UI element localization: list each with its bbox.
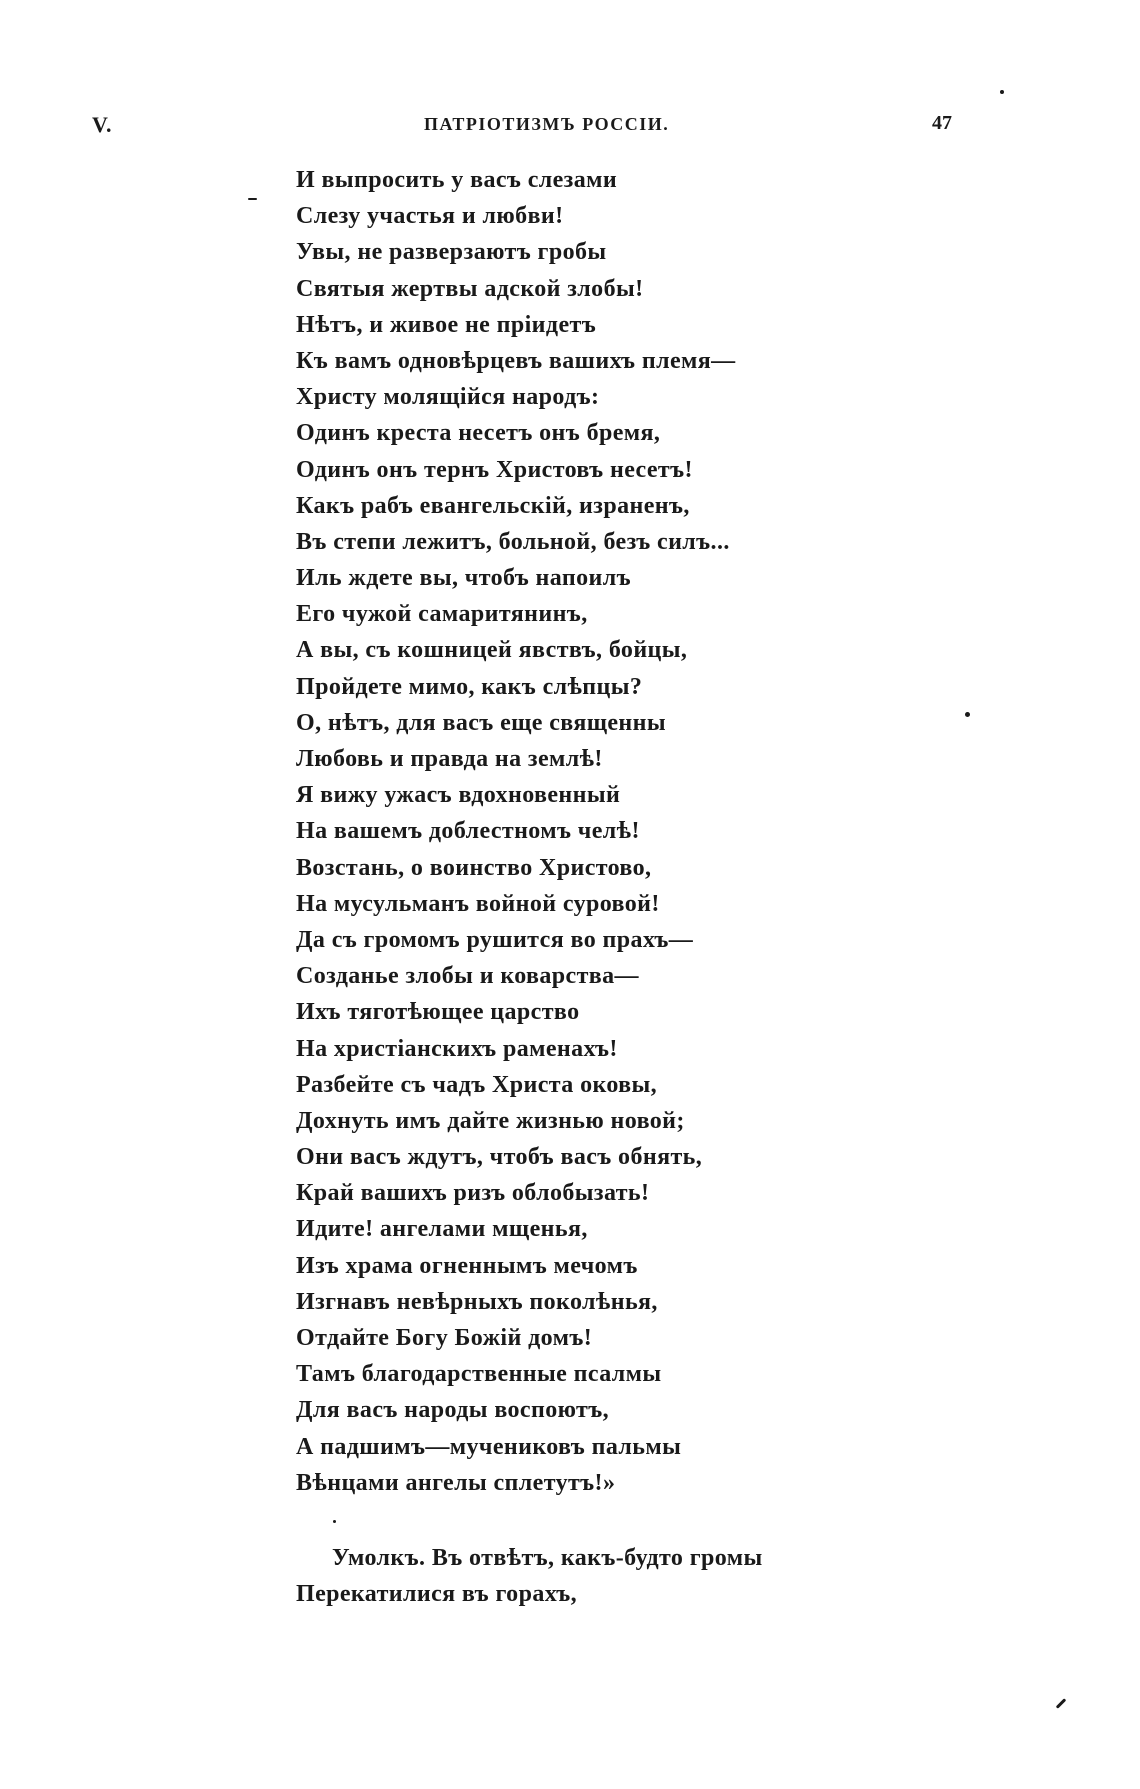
poem-line: На христіанскихъ раменахъ!	[296, 1035, 618, 1062]
poem-line: Иль ждете вы, чтобъ напоилъ	[296, 565, 631, 592]
poem-line: Къ вамъ одновѣрцевъ вашихъ племя—	[296, 347, 736, 374]
scan-speck	[1056, 1698, 1067, 1709]
poem-line: Для васъ народы воспоютъ,	[296, 1397, 610, 1424]
poem-line: А падшимъ—мучениковъ пальмы	[296, 1433, 682, 1460]
poem-line: Христу молящійся народъ:	[296, 384, 600, 411]
continuation-text	[296, 1540, 916, 1612]
prose-line: Перекатилися въ горахъ,	[296, 1581, 577, 1607]
scan-speck	[1000, 90, 1004, 94]
poem-line: Увы, не разверзаютъ гробы	[296, 239, 607, 266]
scan-speck	[248, 198, 257, 200]
poem-line: Край вашихъ ризъ облобызать!	[296, 1180, 650, 1207]
page-number: 47	[932, 112, 952, 134]
poem-line: Отдайте Богу Божій домъ!	[296, 1325, 593, 1351]
poem-line: Слезу участья и любви!	[296, 203, 564, 230]
poem-line: Возстань, о воинство Христово,	[296, 854, 652, 881]
poem-line: Въ степи лежитъ, больной, безъ силъ...	[296, 528, 730, 555]
poem-line: Ихъ тяготѣющее царство	[296, 999, 580, 1026]
poem-line: И выпросить у васъ слезами	[296, 167, 618, 193]
poem-line: Одинъ креста несетъ онъ бремя,	[296, 420, 661, 447]
poem-line: А вы, съ кошницей явствъ, бойцы,	[296, 637, 688, 664]
poem-line: Разбейте съ чадъ Христа оковы,	[296, 1071, 658, 1098]
poem-line: О, нѣтъ, для васъ еще священны	[296, 709, 667, 736]
running-header	[0, 112, 1140, 142]
poem-line: Созданье злобы и коварства—	[296, 963, 639, 990]
scan-speck	[965, 712, 970, 717]
poem-line: Святыя жертвы адской злобы!	[296, 275, 644, 302]
poem-line: Идите! ангелами мщенья,	[296, 1216, 588, 1243]
poem-line: Тамъ благодарственные псалмы	[296, 1361, 662, 1388]
poem-line: Изгнавъ невѣрныхъ поколѣнья,	[296, 1288, 658, 1315]
poem-line: Какъ рабъ евангельскій, израненъ,	[296, 492, 690, 519]
poem-line: Да съ громомъ рушится во прахъ—	[296, 926, 694, 953]
poem-line: Его чужой самаритянинъ,	[296, 601, 588, 628]
poem-line: Одинъ онъ тернъ Христовъ несетъ!	[296, 456, 693, 483]
poem-line: На вашемъ доблестномъ челѣ!	[296, 818, 640, 845]
poem-line: Вѣнцами ангелы сплетутъ!»	[296, 1469, 616, 1496]
prose-line: Умолкъ. Въ отвѣтъ, какъ-будто громы	[332, 1545, 763, 1571]
poem-line: Изъ храма огненнымъ мечомъ	[296, 1252, 638, 1279]
poem-line: Нѣтъ, и живое не пріидетъ	[296, 311, 597, 338]
scan-speck	[333, 1520, 336, 1523]
poem-line: На мусульманъ войной суровой!	[296, 890, 660, 917]
poem-stanza	[296, 162, 916, 1501]
running-title: ПАТРІОТИЗМЪ РОССІИ.	[424, 114, 670, 134]
poem-line: Они васъ ждутъ, чтобъ васъ обнять,	[296, 1144, 703, 1171]
chapter-number: V.	[92, 112, 113, 137]
poem-line: Пройдете мимо, какъ слѣпцы?	[296, 673, 643, 700]
poem-line: Любовь и правда на землѣ!	[296, 746, 603, 772]
poem-line: Я вижу ужасъ вдохновенный	[296, 782, 621, 809]
poem-line: Дохнуть имъ дайте жизнью новой;	[296, 1107, 685, 1134]
